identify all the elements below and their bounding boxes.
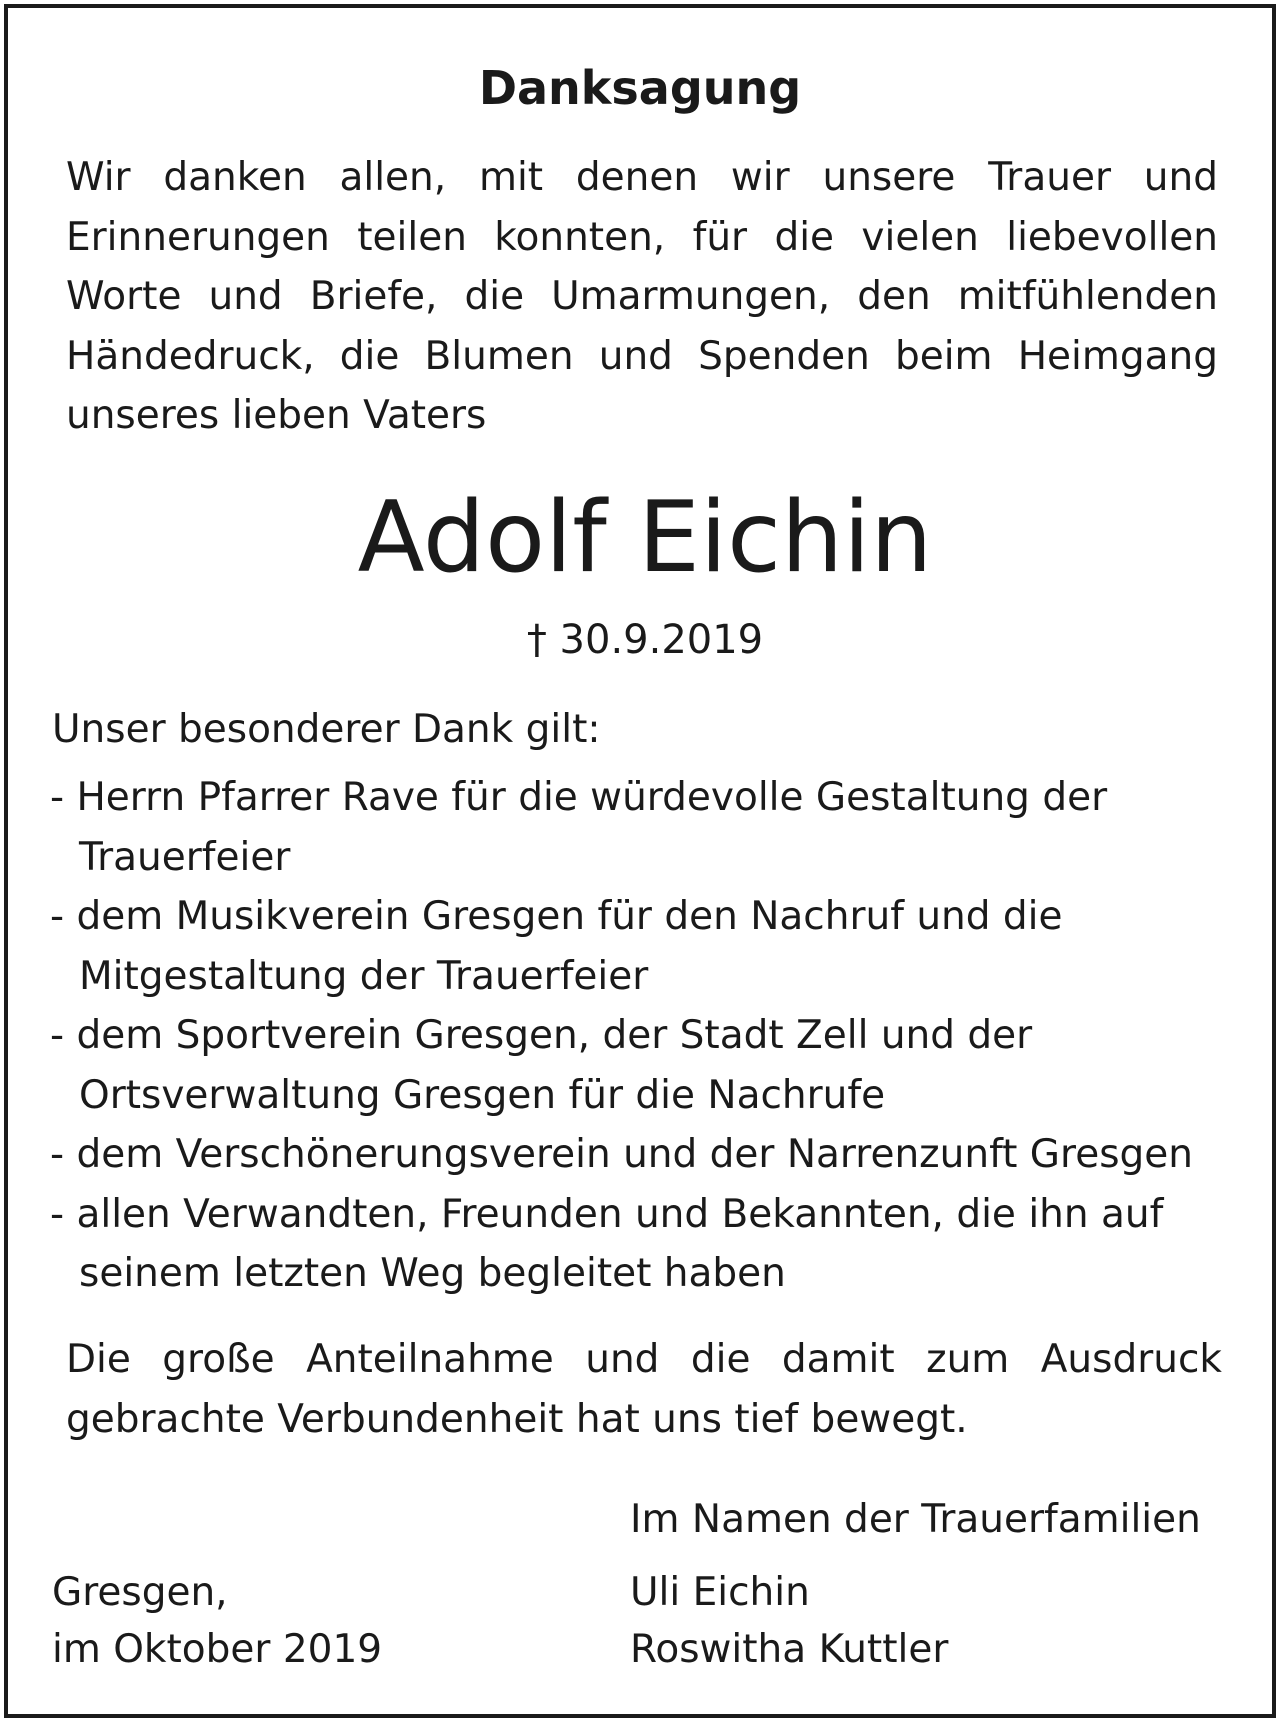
closing-paragraph: Die große Anteilnahme und die damit zum Ausdruck gebrachte Verbundenheit hat uns tief bewegt.: [66, 1337, 1222, 1442]
thanks-list: [50, 768, 1230, 1304]
intro-paragraph: Wir danken allen, mit denen wir unsere Trauer und Erinnerungen teilen konnten, für die vielen liebevollen Worte und Briefe, die Umarmungen, den mitfühlenden Händedruck, die Blumen und Spenden beim Heimgang unseres lieben Vaters: [66, 155, 1218, 438]
thanks-item: - Herrn Pfarrer Rave für die würdevolle Gestaltung der Trauerfeier: [50, 775, 1108, 880]
place: Gresgen,: [52, 1570, 228, 1615]
signer-name: Roswitha Kuttler: [630, 1627, 949, 1672]
deceased-name: Adolf Eichin: [357, 481, 933, 595]
thanks-item: - dem Sportverein Gresgen, der Stadt Zell und der Ortsverwaltung Gresgen für die Nachrufe: [50, 1013, 1033, 1118]
thanks-item: - allen Verwandten, Freunden und Bekannten, die ihn auf seinem letzten Weg begleitet haben: [50, 1191, 1164, 1296]
notice-heading: Danksagung: [478, 61, 802, 115]
thanks-intro: Unser besonderer Dank gilt:: [52, 707, 601, 752]
signer-name: Uli Eichin: [630, 1570, 810, 1615]
thanks-item: - dem Verschönerungsverein und der Narrenzunft Gresgen: [50, 1132, 1193, 1177]
thanks-item: - dem Musikverein Gresgen für den Nachruf und die Mitgestaltung der Trauerfeier: [50, 894, 1063, 999]
death-date: † 30.9.2019: [526, 617, 764, 663]
date-line: im Oktober 2019: [52, 1627, 383, 1672]
family-line: Im Namen der Trauerfamilien: [630, 1497, 1201, 1542]
